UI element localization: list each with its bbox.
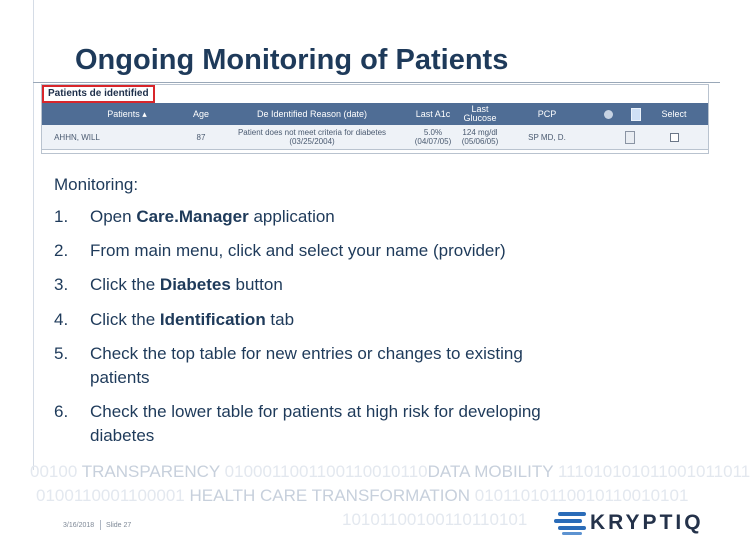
band-word-health-care: HEALTH CARE TRANSFORMATION (189, 486, 471, 505)
step-text: Check the top table for new entries or changes to existing (90, 344, 523, 363)
band-digits: 00100 (30, 462, 82, 481)
select-checkbox[interactable] (670, 133, 679, 142)
step-4 (54, 310, 294, 330)
kryptiq-logo (552, 507, 712, 537)
kryptiq-mark-icon (554, 510, 588, 536)
title-underline (33, 82, 720, 83)
band-line-2 (36, 486, 688, 506)
step-text-after: tab (265, 310, 295, 329)
step-number: 1. (54, 207, 69, 226)
step-5 (54, 344, 523, 364)
logo-wordmark: KRYPTIQ (590, 511, 704, 534)
step-text-after: button (230, 275, 283, 294)
col-age[interactable]: Age (192, 108, 209, 119)
step-text: Check the lower table for patients at high risk for developing (90, 402, 541, 421)
step-number: 3. (54, 275, 69, 294)
band-digits: 01011010110010110010101 (470, 486, 689, 505)
step-5-continuation: patients (90, 368, 150, 387)
step-bold: Identification (159, 310, 266, 329)
band-digits: 0100011001100110010110 (219, 462, 428, 481)
step-text: From main menu, click and select your name (provider) (90, 241, 506, 260)
step-6 (54, 402, 541, 422)
step-6-continuation: diabetes (90, 426, 155, 445)
patient-pcp: SP MD, D. (528, 132, 566, 142)
monitoring-heading: Monitoring: (54, 175, 139, 194)
footer-divider (100, 520, 101, 530)
col-person (598, 103, 618, 125)
person-icon (604, 110, 613, 119)
step-number: 5. (54, 344, 69, 363)
step-text: Click the (90, 310, 160, 329)
left-margin-rule (33, 0, 34, 470)
careman-table-screenshot (41, 84, 709, 154)
col-notes (626, 103, 646, 125)
patients-deidentified-label: Patients de identified (42, 85, 155, 103)
step-number: 2. (54, 241, 69, 260)
col-select[interactable]: Select (661, 108, 687, 119)
step-bold: Diabetes (159, 275, 231, 294)
footer-slide-number: Slide 27 (106, 522, 132, 529)
step-1 (54, 207, 335, 227)
col-reason[interactable]: De Identified Reason (date) (256, 108, 368, 119)
col-pcp[interactable]: PCP (537, 108, 557, 119)
row-select-cell[interactable] (654, 125, 694, 149)
step-text: Open (90, 207, 137, 226)
patient-age: 87 (196, 132, 206, 142)
step-2 (54, 241, 506, 261)
grid-header (42, 103, 708, 125)
row-document-cell[interactable] (620, 125, 640, 149)
patient-last-glucose: 124 mg/dl (05/06/05) (461, 128, 499, 146)
clipboard-icon (631, 108, 641, 121)
step-text: Click the (90, 275, 160, 294)
col-patients[interactable]: Patients ▴ (107, 108, 147, 119)
col-last-glucose[interactable]: Last Glucose (463, 104, 497, 123)
patient-last-a1c: 5.0% (04/07/05) (414, 128, 452, 146)
band-digits: 111010101011001011011 (553, 462, 750, 481)
patient-grid (42, 103, 708, 151)
col-last-a1c[interactable]: Last A1c (415, 108, 451, 119)
step-text-after: application (248, 207, 335, 226)
footer-date: 3/16/2018 (63, 522, 95, 529)
slide-title: Ongoing Monitoring of Patients (75, 44, 509, 76)
band-digits: 0100110001100001 (36, 486, 190, 505)
step-number: 6. (54, 402, 69, 421)
band-line-1 (30, 462, 750, 482)
patient-reason: Patient does not meet criteria for diabetes (03/25/2004) (237, 128, 387, 146)
step-bold: Care.Manager (136, 207, 249, 226)
patient-name[interactable]: AHHN, WILL (54, 132, 100, 142)
step-3 (54, 275, 283, 295)
document-icon[interactable] (625, 131, 635, 144)
band-word-data-mobility: DATA MOBILITY (427, 462, 554, 481)
band-line-3: 10101100100110110101 (342, 510, 528, 529)
band-word-transparency: TRANSPARENCY (81, 462, 220, 481)
table-row[interactable] (42, 125, 708, 150)
step-number: 4. (54, 310, 69, 329)
